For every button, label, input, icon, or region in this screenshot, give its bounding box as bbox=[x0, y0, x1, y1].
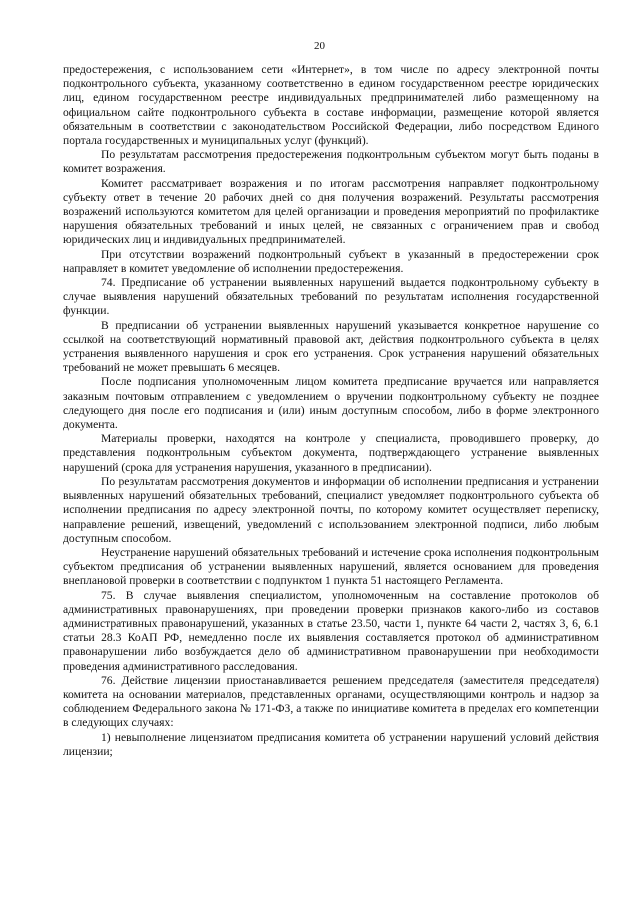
paragraph-order-delivery: После подписания уполномоченным лицом комитета предписание вручается или направляется заказным почтовым отправлением с уведомлением о вручении подконтрольному субъекту не позднее следующего дня после его подписания и (или) иным доступным способом, либо в форме электронного документа. bbox=[63, 375, 599, 432]
paragraph-inspection-materials: Материалы проверки, находятся на контроле у специалиста, проводившего проверку, до представления подконтрольным субъектом документа, подтверждающего устранение выявленных нарушений (срока для устранения нарушения, указанного в предписании). bbox=[63, 432, 599, 474]
paragraph-non-compliance: Неустранение нарушений обязательных требований и истечение срока исполнения подконтрольным субъектом предписания об устранении выявленных нарушений, является основанием для проведения внеплановой проверки в соответствии с подпунктом 1 пункта 51 настоящего Регламента. bbox=[63, 545, 599, 588]
paragraph-item-76: 76. Действие лицензии приостанавливается решением председателя (заместителя председателя) комитета на основании материалов, представленных органами, осуществляющими контроль и надзор за соблюдением Федерального закона № 171-ФЗ, а также по инициативе комитета в пределах его компетенции в следующих случаях: bbox=[63, 673, 599, 730]
paragraph-objections-filed: По результатам рассмотрения предостережения подконтрольным субъектом могут быть поданы в комитет возражения. bbox=[63, 148, 599, 176]
paragraph-item-75: 75. В случае выявления специалистом, уполномоченным на составление протоколов об административных правонарушениях, при проведении проверки признаков какого-либо из составов административных правонарушений, указанных в статье 23.50, части 1, пункте 64 части 2, частях 3, 6, 6.1 статьи 28.3 КоАП РФ, немедленно после их выявления составляется протокол об административном правонарушении либо возбуждается дело об административном правонарушении при необходимости проведения административного расследования. bbox=[63, 588, 599, 673]
paragraph-item-76-case-1: 1) невыполнение лицензиатом предписания комитета об устранении нарушений условий действия лицензии; bbox=[63, 730, 599, 758]
paragraph-order-content: В предписании об устранении выявленных нарушений указывается конкретное нарушение со ссылкой на соответствующий нормативный правовой акт, действия подконтрольного субъекта в целях устранения выявленного нарушения и срок его устранения. Срок устранения нарушений обязательных требований не может превышать 6 месяцев. bbox=[63, 318, 599, 375]
page-number: 20 bbox=[314, 40, 325, 52]
document-body bbox=[63, 63, 599, 759]
paragraph-no-objections: При отсутствии возражений подконтрольный субъект в указанный в предостережении срок направляет в комитет уведомление об исполнении предостережения. bbox=[63, 247, 599, 275]
paragraph-warning-delivery: предостережения, с использованием сети «Интернет», в том числе по адресу электронной почты подконтрольного субъекта, указанному соответственно в едином государственном реестре юридических лиц, едином государственном реестре индивидуальных предпринимателей либо размещенному на официальном сайте подконтрольного субъекта в составе информации, размещение которой является обязательным в соответствии с законодательством Российской Федерации, либо посредством Единого портала государственных и муниципальных услуг (функций). bbox=[63, 63, 599, 148]
paragraph-objections-review: Комитет рассматривает возражения и по итогам рассмотрения направляет подконтрольному субъекту ответ в течение 20 рабочих дней со дня получения возражений. Результаты рассмотрения возражений используются комитетом для целей организации и проведения мероприятий по профилактике нарушения обязательных требований и иных целей, не связанных с ограничением прав и свобод юридических лиц и индивидуальных предпринимателей. bbox=[63, 176, 599, 247]
paragraph-order-execution-review: По результатам рассмотрения документов и информации об исполнении предписания и устранении выявленных нарушений обязательных требований, специалист уведомляет подконтрольного субъекта об исполнении предписания по адресу электронной почты, по которому комитет осуществляет переписку, направление решений, извещений, уведомлений с использованием электронной подписи, либо любым доступным способом. bbox=[63, 474, 599, 545]
paragraph-item-74: 74. Предписание об устранении выявленных нарушений выдается подконтрольному субъекту в случае выявления нарушений обязательных требований по результатам исполнения государственной функции. bbox=[63, 276, 599, 318]
